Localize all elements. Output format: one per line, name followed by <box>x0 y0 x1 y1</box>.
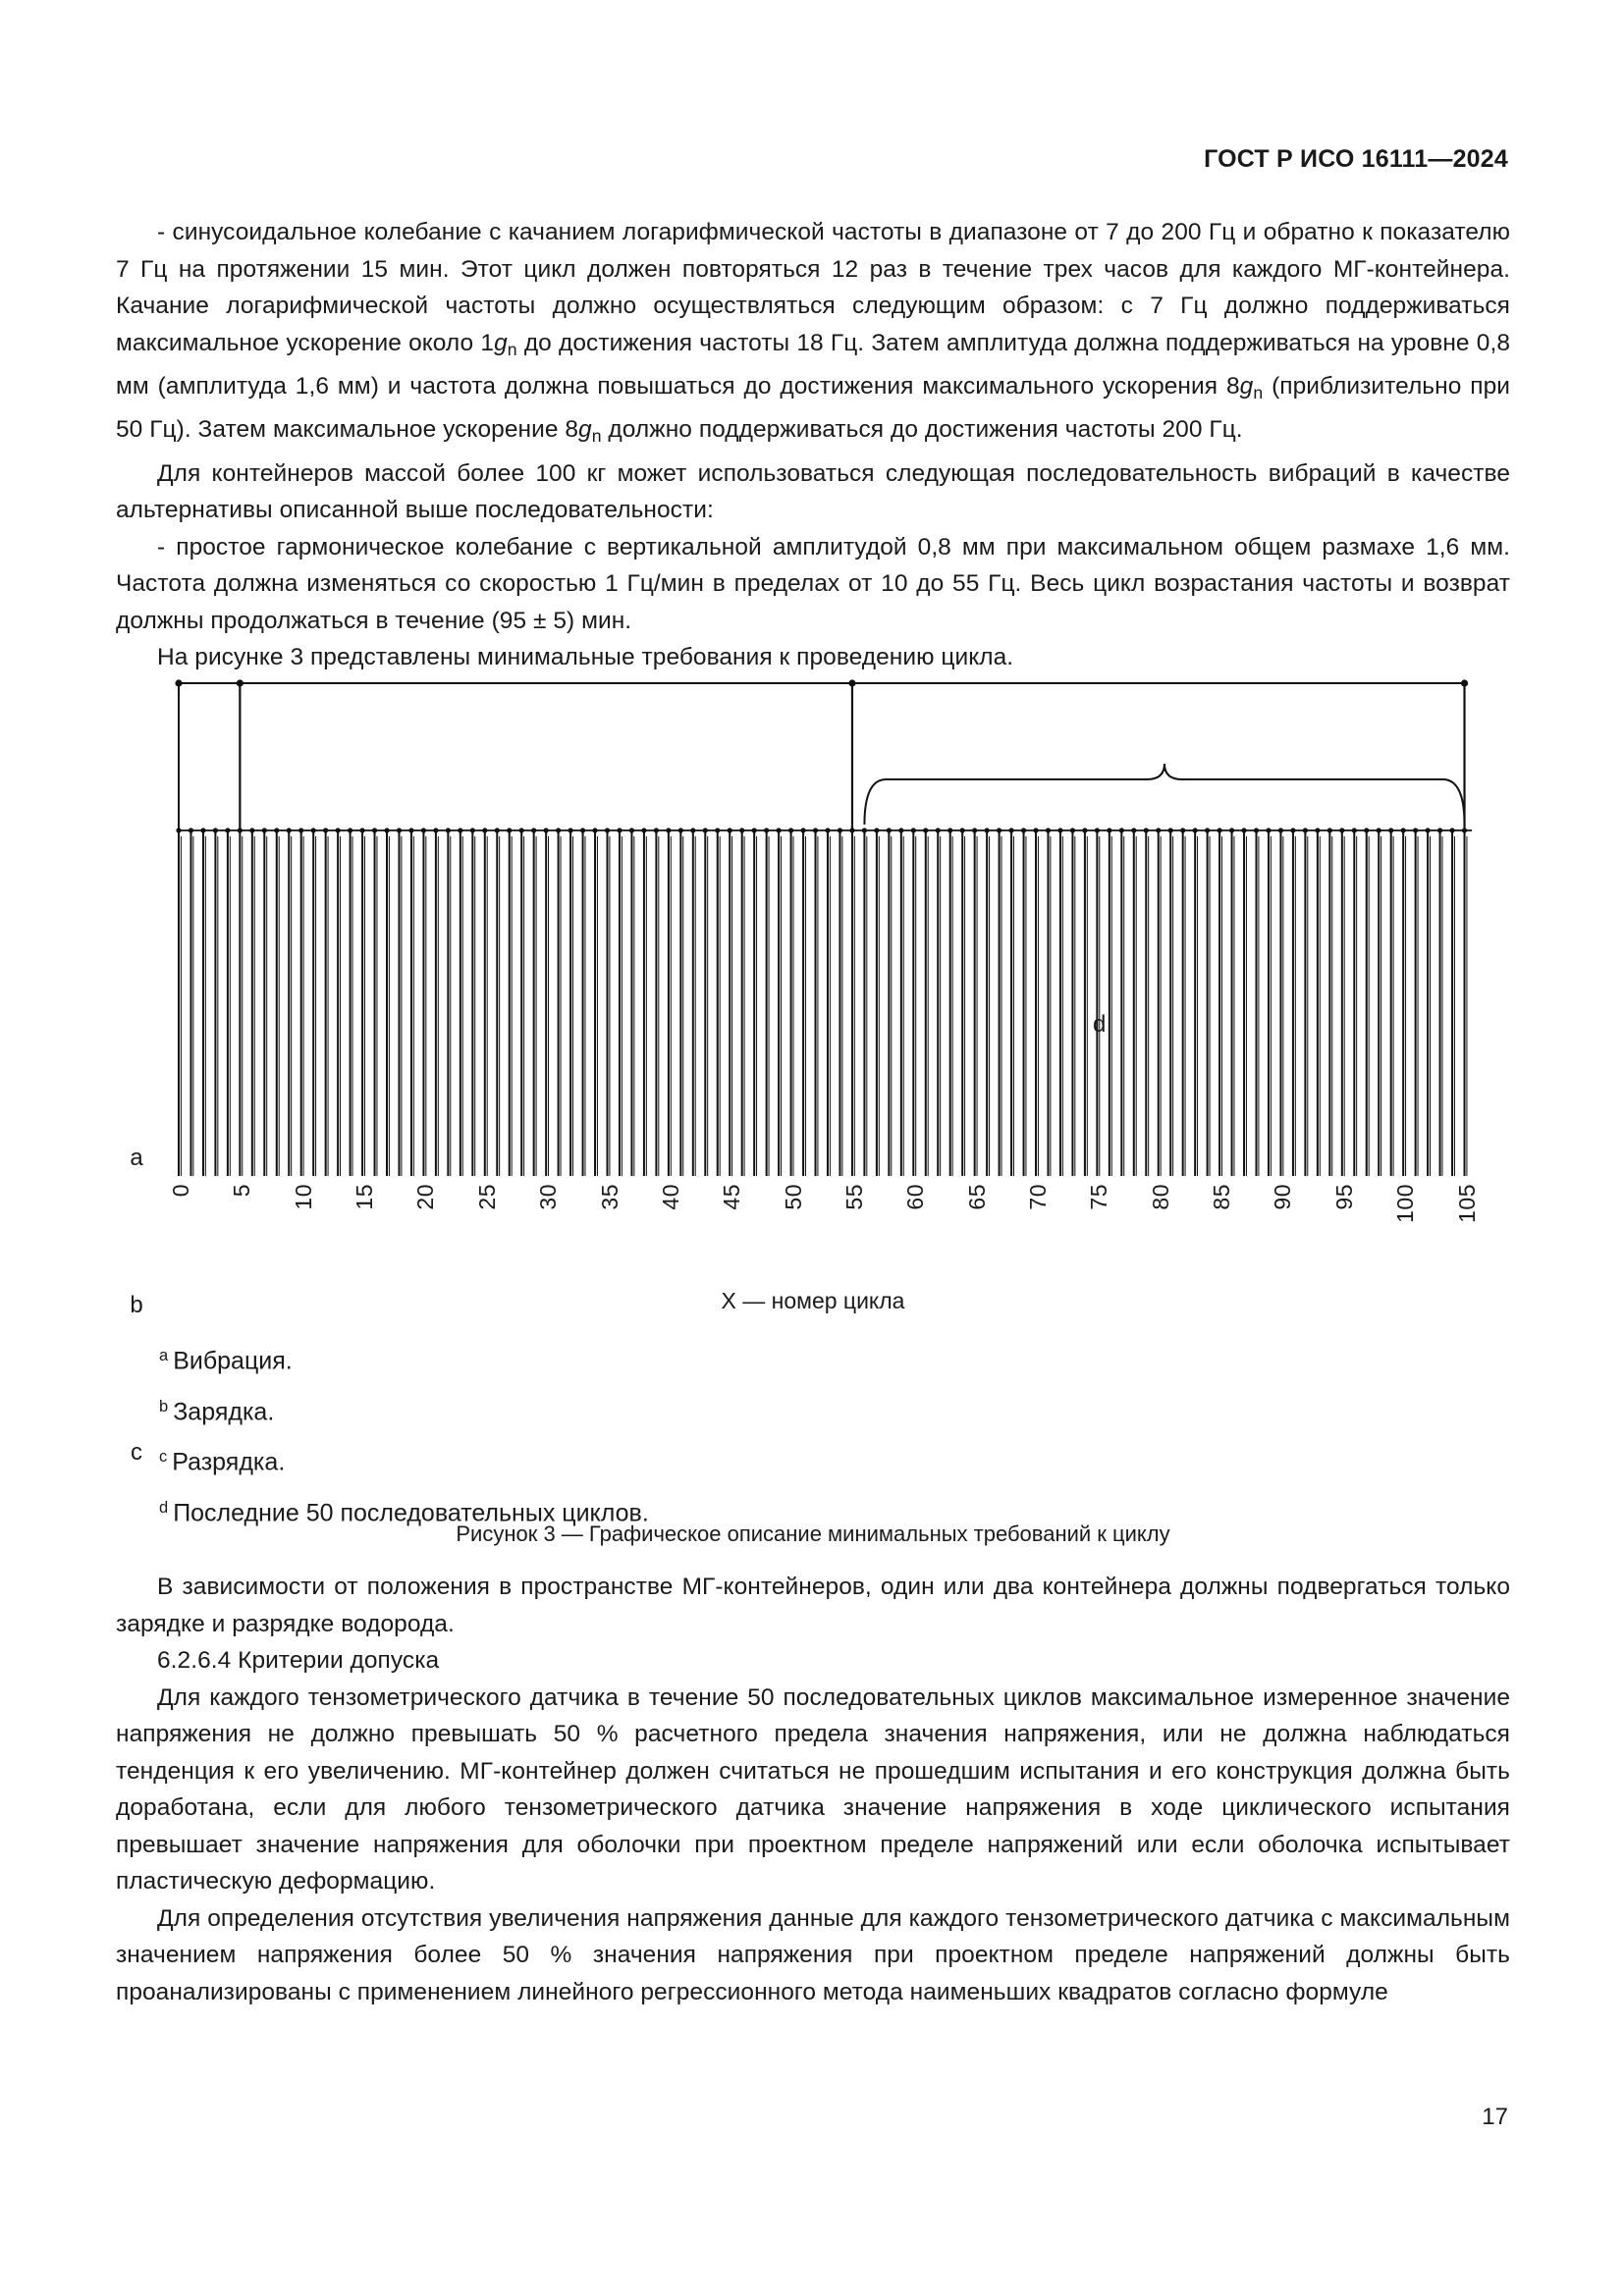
x-tick-10: 10 <box>290 1184 316 1210</box>
para1-part4: должно поддерживаться до достижения частоты 200 Гц. <box>601 416 1243 444</box>
x-tick-105: 105 <box>1453 1184 1480 1223</box>
paragraph-simple-harmonic: - простое гармоническое колебание с вертикальной амплитудой 0,8 мм при максимальном общем размахе 1,6 мм. Частота должна изменяться со скоростью 1 Гц/мин в пределах от 10 до 55 Гц. Весь цикл возрастания частоты и возврат должны продолжаться в течение (95 ± 5) мин. <box>116 533 1510 634</box>
figure-note-text-b: Зарядка. <box>173 1398 275 1426</box>
x-tick-85: 85 <box>1209 1184 1235 1210</box>
x-tick-0: 0 <box>168 1184 193 1198</box>
gn-subscript-2: n <box>1253 382 1264 402</box>
x-tick-80: 80 <box>1147 1184 1173 1210</box>
x-tick-30: 30 <box>535 1184 562 1210</box>
x-tick-70: 70 <box>1025 1184 1052 1210</box>
paragraph-sinusoidal-vibration <box>116 214 1510 455</box>
figure-notes-list <box>159 1333 1239 1535</box>
figure-note-a <box>159 1333 1239 1384</box>
page-number: 17 <box>1482 2104 1508 2130</box>
x-tick-75: 75 <box>1086 1184 1112 1210</box>
y-axis-label-b: b <box>130 1292 143 1318</box>
gn-symbol-1: g <box>494 329 508 356</box>
body-text-top <box>116 214 1510 676</box>
x-tick-25: 25 <box>473 1184 500 1210</box>
x-tick-65: 65 <box>963 1184 990 1210</box>
page-header-standard-number: ГОСТ Р ИСО 16111—2024 <box>1204 145 1508 173</box>
figure-note-marker-d: d <box>159 1498 169 1517</box>
paragraph-figure-reference: На рисунке 3 представлены минимальные требования к проведению цикла. <box>157 644 1014 671</box>
paragraph-heavy-containers: Для контейнеров массой более 100 кг может использоваться следующая последовательность вибраций в качестве альтернативы описанной выше последовательности: <box>116 459 1510 524</box>
x-tick-15: 15 <box>352 1184 378 1210</box>
x-tick-60: 60 <box>902 1184 929 1210</box>
x-tick-45: 45 <box>719 1184 745 1210</box>
figure-note-text-c: Разрядка. <box>172 1448 286 1476</box>
figure-note-c <box>159 1434 1239 1485</box>
gn-symbol-2: g <box>1239 372 1254 400</box>
paragraph-container-position: В зависимости от положения в пространстве МГ-контейнеров, один или два контейнера должны подвергаться только зарядке и разрядке водорода. <box>116 1574 1510 1637</box>
x-tick-35: 35 <box>596 1184 623 1210</box>
x-tick-20: 20 <box>412 1184 439 1210</box>
paragraph-regression-analysis: Для определения отсутствия увеличения напряжения данные для каждого тензометрического датчика с максимальным значением напряжения более 50 % значения напряжения при проектном пределе напряжений должны быть проанализированы с применением линейного регрессионного метода наименьших квадратов согласно формуле <box>116 1904 1510 2005</box>
figure-note-marker-a: a <box>159 1347 169 1364</box>
figure-note-text-a: Вибрация. <box>173 1347 293 1375</box>
figure-note-marker-b: b <box>159 1397 169 1415</box>
para1-part3: (приблизительно при 50 Гц). Затем максимальное ускорение 8 <box>116 372 1510 444</box>
x-axis-caption: X — номер цикла <box>721 1288 905 1313</box>
gn-symbol-3: g <box>578 416 592 444</box>
x-tick-95: 95 <box>1330 1184 1357 1210</box>
x-tick-55: 55 <box>840 1184 867 1210</box>
x-tick-90: 90 <box>1270 1184 1296 1210</box>
figure-note-b <box>159 1384 1239 1435</box>
x-tick-100: 100 <box>1392 1184 1419 1223</box>
heading-6-2-6-4: 6.2.6.4 Критерии допуска <box>157 1647 440 1674</box>
figure-note-marker-c: c <box>159 1448 168 1467</box>
figure-caption: Рисунок 3 — Графическое описание минимальных требований к циклу <box>456 1522 1170 1546</box>
x-tick-5: 5 <box>229 1184 255 1198</box>
cycle-diagram-svg <box>171 677 1498 1178</box>
body-text-bottom <box>116 1569 1510 2010</box>
annotation-label-d: d <box>1093 1011 1107 1038</box>
y-axis-label-a: a <box>130 1145 143 1171</box>
figure-3 <box>116 677 1510 1546</box>
y-axis-label-c: c <box>131 1439 142 1466</box>
x-tick-40: 40 <box>657 1184 683 1210</box>
paragraph-strain-gauge-criteria: Для каждого тензометрического датчика в течение 50 последовательных циклов максимальное измеренное значение напряжения не должно превышать 50 % расчетного предела значения напряжения, или не должна наблюдаться тенденция к его увеличению. МГ-контейнер должен считаться не прошедшим испытания и его конструкция должна быть доработана, если для любого тензометрического датчика значение напряжения в ходе циклического испытания превышает значение напряжения для оболочки при проектном пределе напряжений или если оболочка испытывает пластическую деформацию. <box>116 1683 1510 1895</box>
gn-subscript-1: n <box>507 339 517 359</box>
para1-part1: - синусоидальное колебание с качанием логарифмической частоты в диапазоне от 7 до 200 Гц и обратно к показателю 7 Гц на протяжении 15 мин. Этот цикл должен повторяться 12 раз в течение трех часов для каждого МГ-контейнера. Качание логарифмической частоты должно осуществляться следующим образом: с 7 Гц должно поддерживаться максимальное ускорение около 1 <box>116 219 1510 356</box>
x-axis-tick-labels <box>168 1184 1498 1278</box>
figure-note-text-d: Последние 50 последовательных циклов. <box>173 1499 649 1527</box>
para1-part2: до достижения частоты 18 Гц. Затем амплитуда должна поддерживаться на уровне 0,8 мм (амплитуда 1,6 мм) и частота должна повышаться до достижения максимального ускорения 8 <box>116 329 1510 400</box>
gn-subscript-3: n <box>591 426 602 447</box>
x-tick-50: 50 <box>780 1184 806 1210</box>
